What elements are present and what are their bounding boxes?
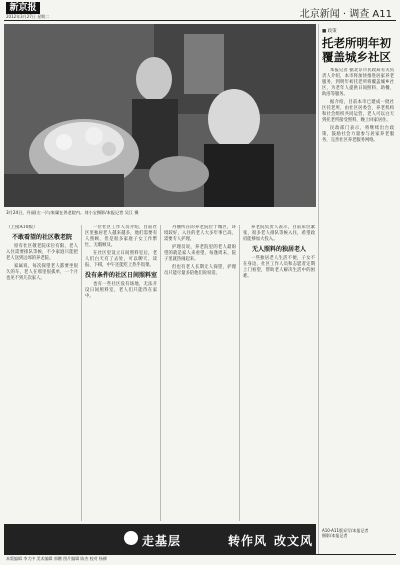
dateline: 2012年3月27日 星期二: [6, 14, 50, 19]
credit-line: 摄影/本报记者: [322, 533, 348, 538]
paragraph: 养老院负责人表示，目前床位紧张，很多老人排队等候入住，希望政府能够加大投入。: [243, 225, 315, 242]
masthead-logo: 新京报: [6, 2, 40, 14]
subhead-3: 无人照料的独居老人: [251, 246, 306, 253]
paragraph: 一位社区工作人员介绍，目前社区里独居老人越来越多，他们需要有人照顾，但是很多家庭子女工作繁忙，无暇顾及。: [85, 225, 157, 248]
photo-illustration: [4, 24, 316, 207]
paragraph: 护理员说，养老院里的老人最盼望的就是家人来看望，每逢周末，院子里就热闹起来。: [164, 245, 236, 262]
article-body: [322, 68, 394, 508]
sidebar-divider: [318, 24, 319, 554]
header-rule: [4, 20, 396, 21]
subhead-2: 没有条件的社区日间照料室: [85, 272, 157, 279]
paragraph: 民政部门表示，将继续出台政策，鼓励社会力量参与居家养老服务，完善社区养老服务网络。: [322, 126, 394, 143]
footer-rule: [4, 554, 396, 555]
paragraph: 丹丽所在的养老院位于城区，环境较好，入住的老人大多年事已高，需要专人护理。: [164, 225, 236, 242]
sidebar-article: [322, 24, 394, 508]
paragraph: 一些独居老人生活不便，子女不在身边，社区工作人员和志愿者定期上门看望，帮助老人解决生活中的困难。: [243, 256, 315, 279]
column-divider: [239, 225, 240, 521]
column-4: [243, 225, 315, 543]
column-divider: [160, 225, 161, 521]
column-1: [6, 225, 78, 543]
paragraph: 也有一些社区没有场地，无法开设日间照料室，老人们只能待在家中。: [85, 282, 157, 299]
paragraph: 但也有老人长期无人探望，护理员只能尽量多陪他们说说话。: [164, 265, 236, 276]
subhead-1: 不敢看望的社区敬老院: [11, 234, 72, 241]
column-divider: [81, 225, 82, 521]
continued-note: （上接A10版）: [6, 225, 38, 230]
banner-text-2: 转作风: [228, 534, 268, 548]
credit-line: A10-A11版采写/本报记者: [322, 528, 369, 533]
article-kicker: ■ 政策: [322, 29, 337, 34]
column-2: [85, 225, 157, 543]
section-title: 北京新闻 · 调查 A11: [299, 9, 392, 20]
page-header: [0, 0, 400, 20]
qr-code-icon: [124, 531, 138, 545]
paragraph: 在社区里设立日间照料室后，老人们白天有了去处，可以聊天、读报、下棋，中午还能吃上热乎饭菜。: [85, 251, 157, 268]
news-photo: [4, 24, 316, 207]
bottom-banner: [4, 524, 316, 554]
photo-caption: 3月24日，丹丽(左一)与家属在养老院内。刘小宝摄影/本报记者 吴江 摄: [6, 210, 139, 215]
credits-box: [322, 528, 394, 538]
paragraph: 本报记者 据北京市民政局有关负责人介绍，本市将加快推进居家养老服务，到明年初托老所将覆盖城乡社区，为老年人提供日间照料、助餐、助浴等服务。: [322, 68, 394, 97]
paragraph: 据介绍，目前本市已建成一批社区托老所，由社区居委会、养老机构和社会组织共同运营，老人可以白天到托老所接受照料，晚上回家居住。: [322, 100, 394, 123]
column-3: [164, 225, 236, 543]
paragraph: 原有社区敬老院床位有限，老人入住需要排队等候，不少家庭只能把老人送到远郊的养老院。: [6, 244, 78, 261]
footer-credits: 本版编辑 李大中 美术编辑 郭鹏 图片编辑 陈杰 校对 杨柳: [6, 556, 107, 561]
paragraph: 家属说，每次探望老人都要坐很久的车，老人在那里很孤单，一个月也见不到几次家人。: [6, 264, 78, 281]
banner-text-1: 走基层: [142, 534, 182, 548]
article-title: 托老所明年初覆盖城乡社区: [322, 36, 391, 64]
banner-text-3: 改文风: [274, 534, 314, 548]
